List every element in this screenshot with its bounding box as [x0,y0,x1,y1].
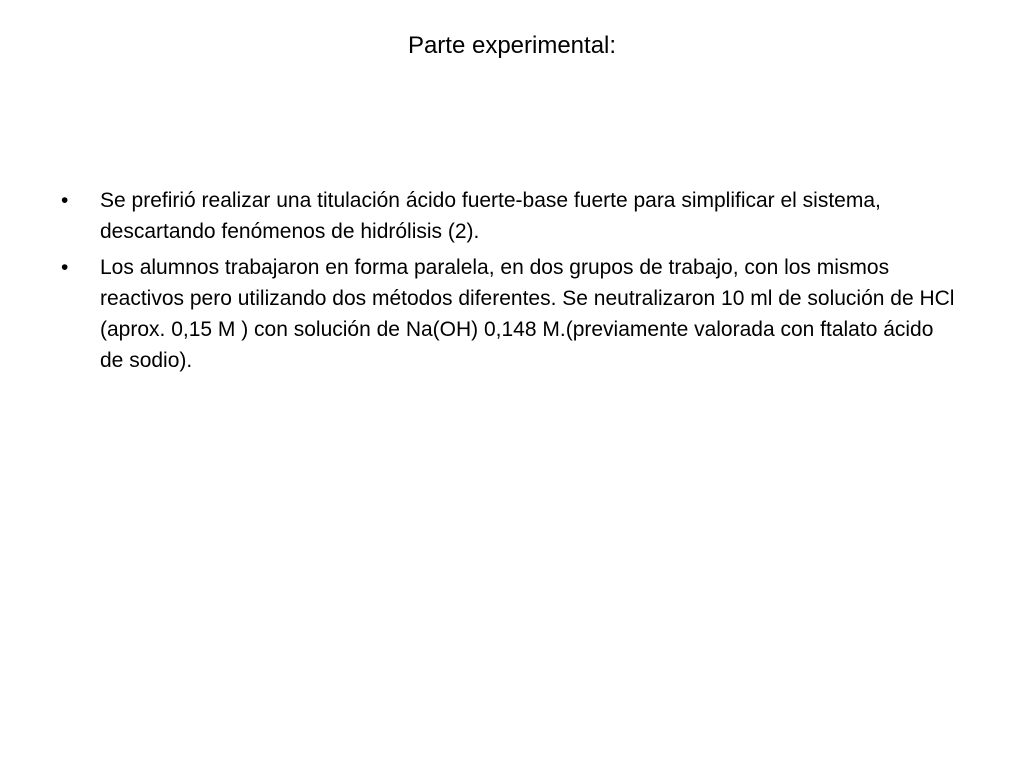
bullet-marker: • [61,189,69,212]
bullet-item [61,185,961,247]
slide-title: Parte experimental: [407,32,617,59]
bullet-item [61,252,961,376]
bullet-text: Se prefirió realizar una titulación ácido fuerte-base fuerte para simplificar el sistema, descartando fenómenos de hidrólisis (2). [100,189,881,243]
bullet-text: Los alumnos trabajaron en forma paralela, en dos grupos de trabajo, con los mismos reactivos pero utilizando dos métodos diferentes. Se neutralizaron 10 ml de solución de HCl (aprox. 0,15 M ) con solución de Na(OH) 0,148 M.(previamente valorada con ftalato ácido de sodio). [100,256,955,372]
bullet-list [61,185,961,381]
bullet-marker: • [61,256,69,279]
